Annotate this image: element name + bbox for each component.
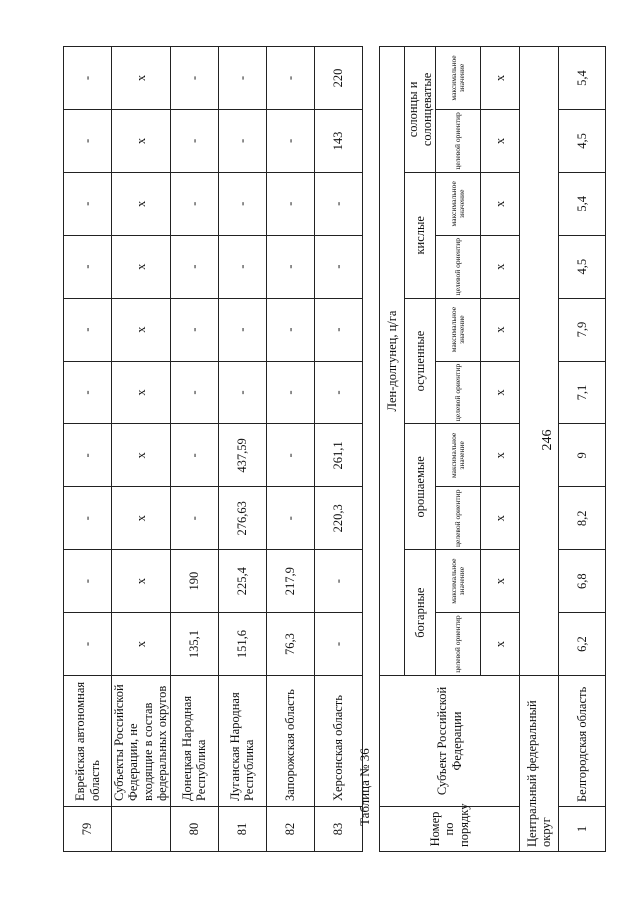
header-target: целевой ориентир: [436, 109, 481, 172]
page-number: 246: [540, 429, 555, 451]
value-cell: -: [266, 298, 314, 361]
value-cell: x: [112, 550, 171, 613]
subject-name: Еврейская автономная область: [64, 676, 112, 807]
value-cell: -: [314, 172, 362, 235]
table-row: [520, 47, 559, 852]
value-cell: -: [170, 109, 218, 172]
header-target: целевой ориентир: [436, 235, 481, 298]
value-cell: 6,8: [559, 550, 606, 613]
subject-name: Херсонская область: [314, 676, 362, 807]
header-group-drained: осушенные: [405, 298, 436, 424]
value-cell: 151,6: [218, 613, 266, 676]
value-cell: 135,1: [170, 613, 218, 676]
subject-name: Запорожская область: [266, 676, 314, 807]
value-cell: -: [64, 298, 112, 361]
value-cell: 276,63: [218, 487, 266, 550]
value-cell: -: [314, 235, 362, 298]
header-group-rainfed: богарные: [405, 550, 436, 676]
value-cell: -: [218, 361, 266, 424]
value-cell: x: [112, 47, 171, 110]
value-cell: x: [112, 172, 171, 235]
header-max: максимальное значение: [436, 172, 481, 235]
value-cell: 7,9: [559, 298, 606, 361]
value-cell: 8,2: [559, 487, 606, 550]
value-cell: x: [481, 424, 520, 487]
value-cell: 76,3: [266, 613, 314, 676]
table-35-continuation: [63, 46, 363, 852]
value-cell: -: [170, 47, 218, 110]
value-cell: -: [266, 47, 314, 110]
value-cell: -: [170, 487, 218, 550]
header-max: максимальное значение: [436, 424, 481, 487]
header-crop: Лен-долгунец, ц/га: [380, 47, 405, 676]
district-name: Центральный федеральный округ: [520, 676, 559, 852]
value-cell: -: [64, 235, 112, 298]
value-cell: 217,9: [266, 550, 314, 613]
value-cell: -: [218, 109, 266, 172]
value-cell: 437,59: [218, 424, 266, 487]
value-cell: 220: [314, 47, 362, 110]
value-cell: 220,3: [314, 487, 362, 550]
value-cell: -: [218, 47, 266, 110]
value-cell: -: [266, 235, 314, 298]
header-number: Номер по порядку: [380, 807, 520, 852]
value-cell: x: [112, 109, 171, 172]
value-cell: 5,4: [559, 47, 606, 110]
value-cell: 143: [314, 109, 362, 172]
value-cell: -: [64, 172, 112, 235]
table-row: [64, 47, 112, 852]
value-cell: 4,5: [559, 109, 606, 172]
table-36: [379, 46, 606, 852]
value-cell: x: [112, 235, 171, 298]
value-cell: -: [314, 298, 362, 361]
value-cell: 190: [170, 550, 218, 613]
row-number: 82: [266, 807, 314, 852]
value-cell: -: [64, 109, 112, 172]
header-group-irrigated: орошаемые: [405, 424, 436, 550]
value-cell: -: [64, 550, 112, 613]
table-row: [112, 47, 171, 852]
value-cell: -: [218, 235, 266, 298]
subject-name: Белгородская область: [559, 676, 606, 807]
header-max: максимальное значение: [436, 47, 481, 110]
value-cell: x: [112, 361, 171, 424]
header-target: целевой ориентир: [436, 613, 481, 676]
value-cell: x: [481, 298, 520, 361]
table-row: [314, 47, 362, 852]
subject-name: Субъекты Российской Федерации, не входящие в состав федеральных округов: [112, 676, 171, 807]
header-target: целевой ориентир: [436, 361, 481, 424]
header-group-saline: солонцы и солонцеватые: [405, 47, 436, 173]
value-cell: 4,5: [559, 235, 606, 298]
row-number: 80: [170, 807, 218, 852]
value-cell: -: [170, 424, 218, 487]
value-cell: x: [481, 172, 520, 235]
value-cell: x: [481, 613, 520, 676]
value-cell: -: [314, 361, 362, 424]
table-caption: Таблица № 36: [357, 748, 372, 826]
table-row: [170, 47, 218, 852]
value-cell: x: [481, 487, 520, 550]
value-cell: -: [218, 298, 266, 361]
value-cell: -: [170, 298, 218, 361]
value-cell: x: [481, 47, 520, 110]
value-cell: x: [481, 235, 520, 298]
subject-name: Донецкая Народная Республика: [170, 676, 218, 807]
subject-name: Луганская Народная Республика: [218, 676, 266, 807]
value-cell: x: [481, 550, 520, 613]
table-row: [218, 47, 266, 852]
empty-cell: [520, 47, 559, 676]
header-max: максимальное значение: [436, 550, 481, 613]
value-cell: 261,1: [314, 424, 362, 487]
value-cell: -: [170, 361, 218, 424]
value-cell: x: [481, 109, 520, 172]
value-cell: -: [266, 487, 314, 550]
rotated-page-content: [63, 46, 591, 852]
row-number: [112, 807, 171, 852]
header-group-acidic: кислые: [405, 172, 436, 298]
value-cell: -: [266, 361, 314, 424]
header-row: [380, 47, 405, 852]
row-number: 83: [314, 807, 362, 852]
value-cell: x: [112, 487, 171, 550]
value-cell: -: [170, 172, 218, 235]
value-cell: x: [112, 424, 171, 487]
table-row: [559, 47, 606, 852]
value-cell: -: [64, 47, 112, 110]
header-max: максимальное значение: [436, 298, 481, 361]
value-cell: -: [266, 109, 314, 172]
value-cell: x: [112, 613, 171, 676]
value-cell: -: [64, 424, 112, 487]
value-cell: 5,4: [559, 172, 606, 235]
table-row: [266, 47, 314, 852]
value-cell: -: [218, 172, 266, 235]
value-cell: -: [314, 550, 362, 613]
value-cell: 6,2: [559, 613, 606, 676]
row-number: 79: [64, 807, 112, 852]
value-cell: -: [64, 361, 112, 424]
value-cell: 7,1: [559, 361, 606, 424]
value-cell: x: [481, 361, 520, 424]
value-cell: -: [170, 235, 218, 298]
row-number: 1: [559, 807, 606, 852]
value-cell: -: [64, 487, 112, 550]
value-cell: 225,4: [218, 550, 266, 613]
row-number: 81: [218, 807, 266, 852]
value-cell: -: [266, 172, 314, 235]
header-target: целевой ориентир: [436, 487, 481, 550]
value-cell: -: [314, 613, 362, 676]
value-cell: -: [64, 613, 112, 676]
header-subject: Субъект Российской Федерации: [380, 676, 520, 807]
value-cell: 9: [559, 424, 606, 487]
value-cell: -: [266, 424, 314, 487]
value-cell: x: [112, 298, 171, 361]
